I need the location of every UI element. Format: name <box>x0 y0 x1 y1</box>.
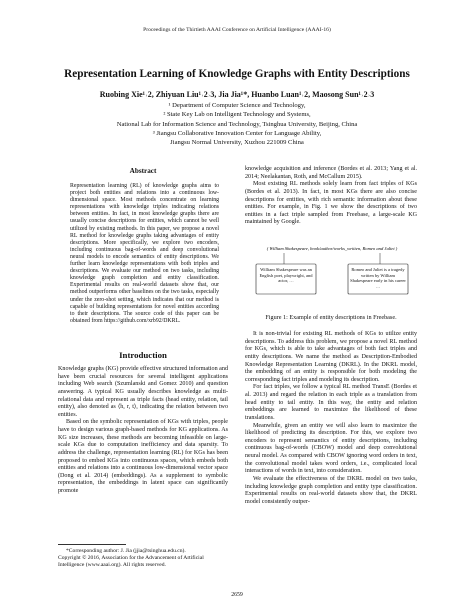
page-number: 2659 <box>231 592 243 598</box>
footnotes <box>58 548 228 569</box>
footnote-copyright: Copyright © 2016, Association for the Advancement of Artificial Intelligence (www.aaai.org). All rights reserved. <box>58 555 204 568</box>
paragraph: Based on the symbolic representation of KGs with triples, people have to design various graph-based methods for KG applications. As KG size increases, these methods are becoming infeasible on large-scale KGs due to computation inefficiency and data sparsity. To address the challenge, representation learning (RL) for KGs has been proposed to embed KGs into continuous spaces, which embeds both entities and relations into a continuous low-dimensional vector space (Dong et al. 2014) (embeddings). As a supplement to symbolic representation, the embeddings in latent space can significantly promote <box>58 419 228 494</box>
paragraph: We evaluate the effectiveness of the DKRL model on two tasks, including knowledge graph completion and entity type classification. Experimental results on real-world datasets show that, the DKRL model consistently outper- <box>245 475 417 505</box>
figure-1-diagram <box>252 242 412 302</box>
abstract-heading: Abstract <box>129 167 157 175</box>
right-column-bottom <box>245 331 417 506</box>
affiliation-line: ² State Key Lab on Intelligent Technology and Systems, <box>163 111 311 119</box>
affiliation-line: ³ Jiangsu Collaborative Innovation Center for Language Ability, <box>152 129 322 137</box>
introduction-body <box>58 366 228 496</box>
proceedings-header: Proceedings of the Thirtieth AAAI Conference on Artificial Intelligence (AAAI-16) <box>143 27 331 33</box>
paragraph: Meanwhile, given an entity we will also learn to maximize the likelihood of predicting its description. For this, we explore two encoders to represent semantics of entity descriptions, including continuous bag-of-words (CBOW) model and deep convolutional neural model. As compared with CBOW ignoring word orders in text, the convolutional model takes word orders, i.e., complicated local interactions of words in text, into consideration. <box>245 422 417 475</box>
affiliation-line: ¹ Department of Computer Science and Technology, <box>168 102 306 109</box>
description-text-right: Romeo and Juliet is a tragedy written by William Shakespeare early in his career … <box>350 267 406 289</box>
paragraph: knowledge acquisition and inference (Bordes et al. 2013; Yang et al. 2014; Neelakantan, Roth, and McCallum 2015). <box>245 166 417 180</box>
abstract-text: Representation learning (RL) of knowledge graphs aims to project both entities and relations into a continuous low-dimensional space. Most methods concentrate on learning representations with knowledge triples indicating relations between entities. In fact, in most knowledge graphs there are usually concise descriptions for entities, which cannot be well utilized by existing methods. In this paper, we propose a novel RL method for knowledge graphs taking advantages of entity descriptions. More specifically, we explore two encoders, including continuous bag-of-words and deep convolutional neural models to encode semantics of entity descriptions. We further learn knowledge representations with both triples and descriptions. We evaluate our method on two tasks, including knowledge graph completion and entity classification. Experimental results on real-world datasets show that, our method outperforms other baselines on the two tasks, especially under the zero-shot setting, which indicates that our method is capable of building representations for novel entities according to their descriptions. The source code of this paper can be obtained from https://github.com/xrb92/DKRL. <box>70 183 219 324</box>
right-column-top <box>245 166 417 227</box>
paragraph: Knowledge graphs (KG) provide effective structured information and have been crucial resources for several intelligent applications including Web search (Szumlanski and Gomez 2010) and question answering. A typical KG usually describes knowledge as multi-relational data and represent as triple facts (head entity, relation, tail entity), also denoted as ⟨h, r, t⟩, indicating the relation between two entities. <box>58 366 228 418</box>
paragraph: It is non-trivial for existing RL methods of KGs to utilize entity descriptions. To address this problem, we propose a novel RL method for KGs, which is able to take advantages of both fact triples and entity descriptions. We name the method as Description-Embodied Knowledge Representation Learning (DKRL). In the DKRL model, the embedding of an entity is responsible for both modeling the corresponding fact triples and modeling its description. <box>245 331 417 383</box>
paragraph: For fact triples, we follow a typical RL method TransE (Bordes et al. 2013) and regard the relation in each triple as a translation from head entity to tail entity. In this way, the entity and relation embeddings are learned to maximize the likelihood of these translations. <box>245 384 417 421</box>
figure-caption: Figure 1: Example of entity descriptions in Freebase. <box>265 314 397 321</box>
footnote-corresponding-author: *Corresponding author: J. Jia (jjia@tsinghua.edu.cn). <box>66 548 186 554</box>
affiliation-line: Jiangsu Normal University, Xuzhou 221009 China <box>170 139 304 147</box>
description-text-left: William Shakespeare was an English poet, playwright, and actor, … <box>259 267 313 284</box>
paragraph: Most existing RL methods solely learn from fact triples of KGs (Bordes et al. 2013). In fact, in most KGs there are also concise descriptions for entities, with rich semantic information about these entities. For example, in Fig. 1 we show the descriptions of two entities in a fact triple sampled from Freebase, a large-scale KG maintained by Google. <box>245 181 417 226</box>
affiliation-line: National Lab for Information Science and Technology, Tsinghua University, Beijing, China <box>116 120 358 128</box>
footnote-rule <box>58 544 126 545</box>
affiliations <box>0 101 474 147</box>
introduction-heading: Introduction <box>119 350 167 360</box>
fact-triple: ( William Shakespeare, book/author/works_written, Romeo and Juliet ) <box>266 246 398 251</box>
paper-title: Representation Learning of Knowledge Graphs with Entity Descriptions <box>64 68 410 80</box>
author-list: Ruobing Xie¹˒2, Zhiyuan Liu¹˒2˒3, Jia Jia¹*, Huanbo Luan¹˒2, Maosong Sun¹˒2˒3 <box>99 90 375 99</box>
